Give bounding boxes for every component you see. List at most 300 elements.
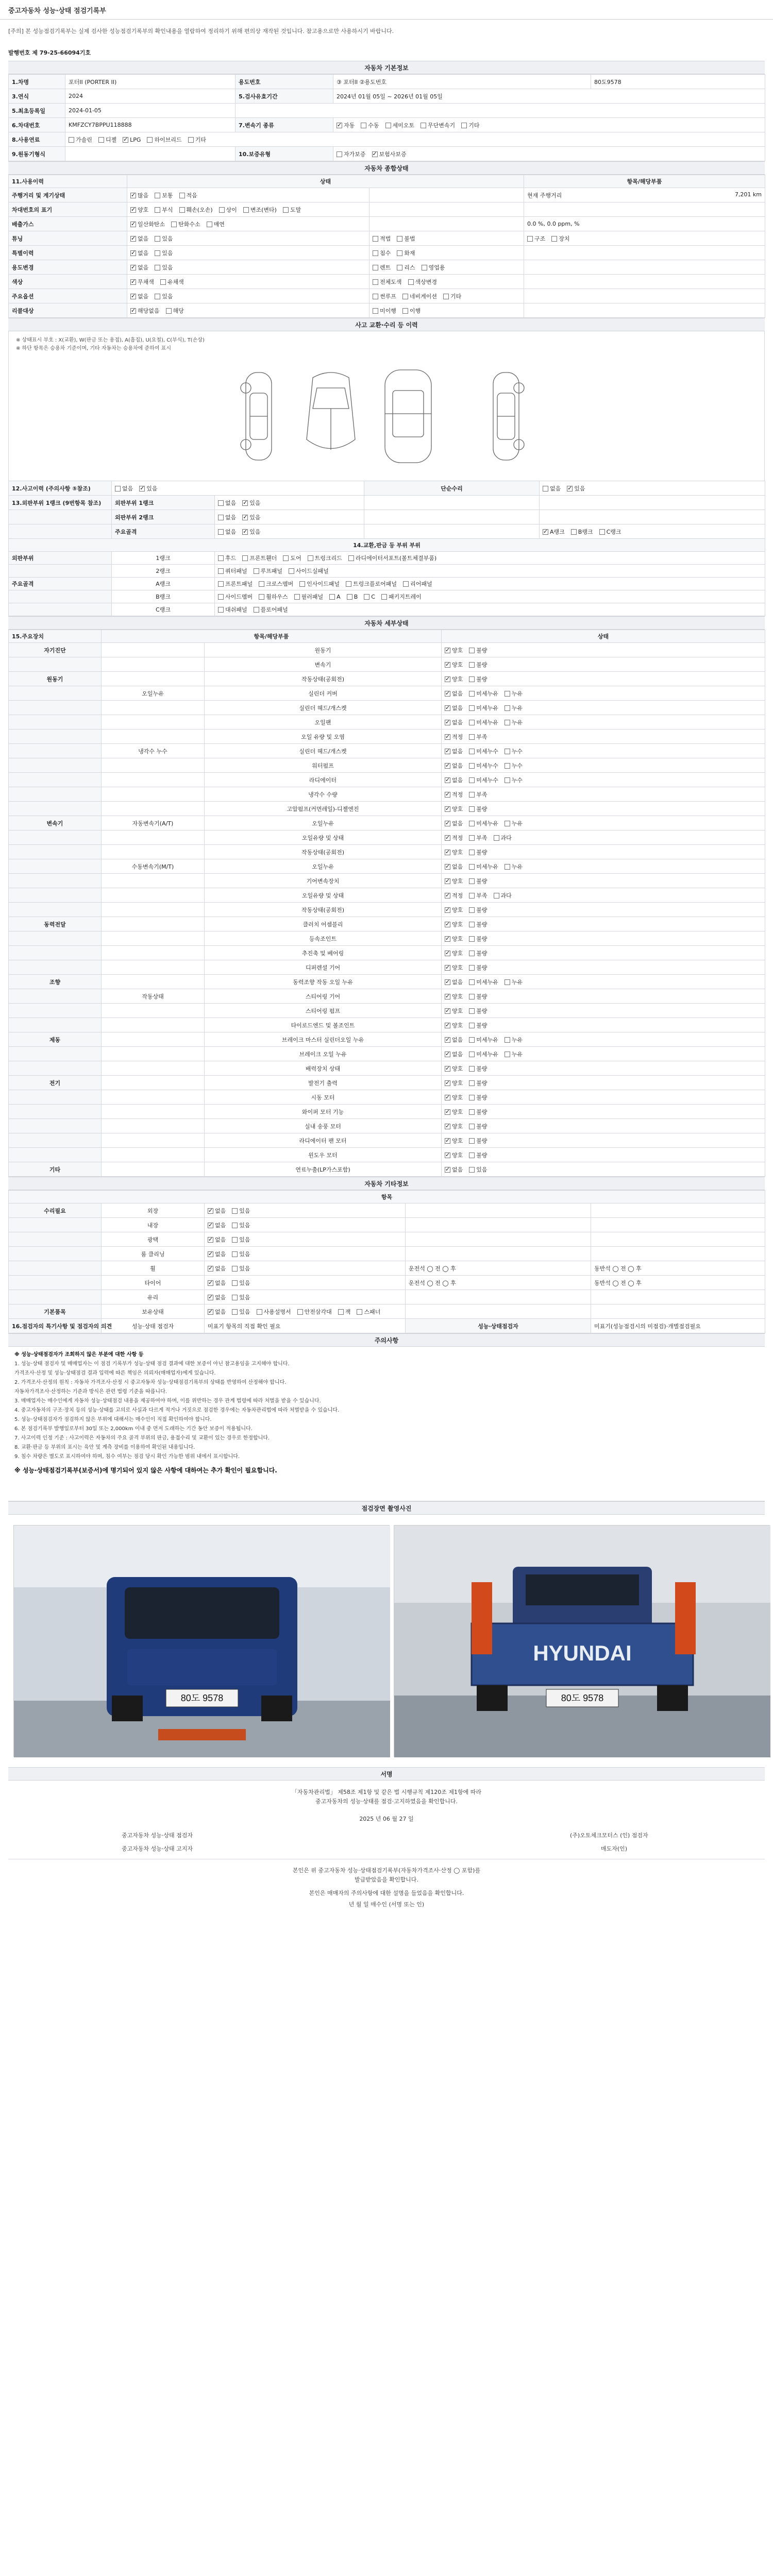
checkbox[interactable] <box>445 1109 450 1115</box>
checkbox[interactable] <box>469 965 475 971</box>
checkbox-option[interactable] <box>361 121 379 129</box>
checkbox-option[interactable] <box>469 718 498 726</box>
checkbox[interactable] <box>381 594 387 600</box>
checkbox[interactable] <box>469 1037 475 1043</box>
checkbox-option[interactable] <box>348 554 436 562</box>
checkbox[interactable] <box>283 207 289 213</box>
checkbox-option[interactable] <box>123 137 141 143</box>
checkbox-option[interactable] <box>208 1250 226 1258</box>
checkbox[interactable] <box>403 581 409 587</box>
checkbox[interactable] <box>505 1037 510 1043</box>
checkbox[interactable] <box>297 1309 303 1315</box>
checkbox[interactable] <box>469 850 475 855</box>
checkbox-option[interactable] <box>469 1165 487 1174</box>
checkbox[interactable] <box>130 265 136 270</box>
checkbox-option[interactable] <box>505 862 523 871</box>
checkbox-option[interactable] <box>294 592 324 601</box>
checkbox[interactable] <box>445 1095 450 1100</box>
checkbox[interactable] <box>338 1309 344 1315</box>
checkbox[interactable] <box>469 1023 475 1028</box>
checkbox[interactable] <box>469 1066 475 1072</box>
checkbox[interactable] <box>208 1208 213 1214</box>
checkbox-option[interactable] <box>208 1264 226 1273</box>
checkbox-option[interactable] <box>445 949 463 957</box>
checkbox[interactable] <box>373 236 378 242</box>
checkbox-option[interactable] <box>469 776 498 784</box>
checkbox-option[interactable] <box>469 1151 487 1159</box>
checkbox-option[interactable] <box>232 1221 250 1229</box>
checkbox-option[interactable] <box>505 761 523 770</box>
checkbox[interactable] <box>469 907 475 913</box>
checkbox[interactable] <box>254 568 259 574</box>
checkbox-option[interactable] <box>469 963 487 972</box>
checkbox[interactable] <box>373 279 378 285</box>
checkbox[interactable] <box>445 676 450 682</box>
checkbox[interactable] <box>445 936 450 942</box>
checkbox[interactable] <box>469 792 475 798</box>
checkbox[interactable] <box>445 720 450 725</box>
checkbox-option[interactable] <box>242 513 260 521</box>
checkbox-option[interactable] <box>408 278 438 286</box>
checkbox[interactable] <box>69 137 74 143</box>
checkbox[interactable] <box>445 749 450 754</box>
checkbox-option[interactable] <box>445 1064 463 1073</box>
checkbox-option[interactable] <box>445 1137 463 1145</box>
checkbox[interactable] <box>469 1109 475 1115</box>
checkbox[interactable] <box>551 236 557 242</box>
checkbox[interactable] <box>402 294 408 299</box>
checkbox-option[interactable] <box>469 805 487 813</box>
checkbox-option[interactable] <box>469 704 498 712</box>
checkbox-option[interactable] <box>338 1308 351 1316</box>
checkbox[interactable] <box>445 1080 450 1086</box>
checkbox-option[interactable] <box>469 834 487 842</box>
checkbox[interactable] <box>218 594 224 600</box>
checkbox[interactable] <box>208 1266 213 1272</box>
checkbox-option[interactable] <box>469 1108 487 1116</box>
checkbox-option[interactable] <box>207 220 225 228</box>
checkbox-option[interactable] <box>297 1308 332 1316</box>
checkbox[interactable] <box>232 1295 238 1300</box>
checkbox[interactable] <box>147 137 153 143</box>
checkbox[interactable] <box>469 835 475 841</box>
checkbox[interactable] <box>155 207 160 213</box>
checkbox[interactable] <box>567 486 573 492</box>
checkbox[interactable] <box>130 308 136 314</box>
checkbox[interactable] <box>469 1153 475 1158</box>
checkbox[interactable] <box>445 763 450 769</box>
checkbox-option[interactable] <box>364 594 375 600</box>
checkbox-option[interactable] <box>469 646 487 654</box>
checkbox-option[interactable] <box>469 992 487 1001</box>
checkbox-option[interactable] <box>445 1122 463 1130</box>
checkbox[interactable] <box>469 662 475 668</box>
checkbox[interactable] <box>347 594 352 600</box>
checkbox[interactable] <box>242 555 248 561</box>
checkbox-option[interactable] <box>567 484 585 493</box>
checkbox-option[interactable] <box>403 580 432 588</box>
checkbox[interactable] <box>242 529 248 535</box>
checkbox-option[interactable] <box>155 263 173 272</box>
checkbox[interactable] <box>130 207 136 213</box>
checkbox[interactable] <box>599 529 605 535</box>
checkbox-option[interactable] <box>469 877 487 885</box>
checkbox[interactable] <box>243 207 249 213</box>
checkbox-option[interactable] <box>445 834 463 842</box>
checkbox[interactable] <box>242 515 248 520</box>
checkbox-option[interactable] <box>337 150 366 158</box>
checkbox[interactable] <box>469 994 475 999</box>
checkbox-option[interactable] <box>445 963 463 972</box>
checkbox-option[interactable] <box>329 594 341 600</box>
checkbox[interactable] <box>397 265 402 270</box>
checkbox[interactable] <box>494 893 499 899</box>
checkbox-option[interactable] <box>445 1007 463 1015</box>
checkbox[interactable] <box>543 529 548 535</box>
checkbox[interactable] <box>397 236 402 242</box>
checkbox-option[interactable] <box>469 1137 487 1145</box>
checkbox[interactable] <box>445 1153 450 1158</box>
checkbox[interactable] <box>421 123 426 128</box>
checkbox-option[interactable] <box>443 292 461 300</box>
checkbox-option[interactable] <box>208 1221 226 1229</box>
checkbox-option[interactable] <box>445 1050 463 1058</box>
checkbox[interactable] <box>259 594 264 600</box>
checkbox[interactable] <box>179 193 185 198</box>
checkbox[interactable] <box>445 878 450 884</box>
checkbox[interactable] <box>166 308 172 314</box>
checkbox[interactable] <box>208 1223 213 1228</box>
checkbox[interactable] <box>219 207 225 213</box>
checkbox-option[interactable] <box>402 292 437 300</box>
checkbox[interactable] <box>445 821 450 826</box>
checkbox-option[interactable] <box>445 1079 463 1087</box>
checkbox[interactable] <box>469 979 475 985</box>
checkbox[interactable] <box>299 581 305 587</box>
checkbox-option[interactable] <box>421 121 455 129</box>
checkbox[interactable] <box>505 1052 510 1057</box>
checkbox-option[interactable] <box>257 1308 291 1316</box>
checkbox-option[interactable] <box>299 580 340 588</box>
checkbox-option[interactable] <box>445 992 463 1001</box>
checkbox[interactable] <box>505 763 510 769</box>
checkbox-option[interactable] <box>373 249 391 257</box>
checkbox-option[interactable] <box>402 307 421 315</box>
checkbox[interactable] <box>445 1167 450 1173</box>
checkbox[interactable] <box>373 294 378 299</box>
checkbox[interactable] <box>527 236 533 242</box>
checkbox[interactable] <box>445 734 450 740</box>
checkbox-option[interactable] <box>469 862 498 871</box>
checkbox-option[interactable] <box>469 1007 487 1015</box>
checkbox[interactable] <box>445 965 450 971</box>
checkbox[interactable] <box>337 151 342 157</box>
checkbox[interactable] <box>445 1052 450 1057</box>
checkbox[interactable] <box>208 1237 213 1243</box>
checkbox-option[interactable] <box>218 580 253 588</box>
checkbox-option[interactable] <box>283 554 301 562</box>
checkbox-option[interactable] <box>242 499 260 507</box>
checkbox[interactable] <box>445 850 450 855</box>
checkbox-option[interactable] <box>445 718 463 726</box>
checkbox[interactable] <box>469 893 475 899</box>
checkbox-option[interactable] <box>242 528 260 536</box>
checkbox-option[interactable] <box>155 206 173 214</box>
checkbox-option[interactable] <box>171 220 200 228</box>
checkbox-option[interactable] <box>347 594 358 600</box>
checkbox-option[interactable] <box>179 206 213 214</box>
checkbox-option[interactable] <box>373 278 402 286</box>
checkbox-option[interactable] <box>243 206 277 214</box>
checkbox[interactable] <box>130 236 136 242</box>
checkbox-option[interactable] <box>232 1207 250 1215</box>
checkbox[interactable] <box>208 1295 213 1300</box>
checkbox-option[interactable] <box>208 1235 226 1244</box>
checkbox-option[interactable] <box>232 1308 250 1316</box>
checkbox[interactable] <box>445 648 450 653</box>
checkbox[interactable] <box>445 662 450 668</box>
checkbox[interactable] <box>445 835 450 841</box>
checkbox-option[interactable] <box>130 234 148 243</box>
checkbox[interactable] <box>469 705 475 711</box>
checkbox[interactable] <box>469 1167 475 1173</box>
checkbox-option[interactable] <box>232 1279 250 1287</box>
checkbox-option[interactable] <box>445 891 463 900</box>
checkbox-option[interactable] <box>445 1093 463 1101</box>
checkbox-option[interactable] <box>469 1050 498 1058</box>
checkbox-option[interactable] <box>469 790 487 799</box>
checkbox-option[interactable] <box>155 249 173 257</box>
checkbox[interactable] <box>445 864 450 870</box>
checkbox[interactable] <box>155 236 160 242</box>
checkbox[interactable] <box>130 294 136 299</box>
checkbox[interactable] <box>232 1251 238 1257</box>
checkbox-option[interactable] <box>218 567 247 575</box>
checkbox[interactable] <box>155 250 160 256</box>
checkbox[interactable] <box>505 864 510 870</box>
checkbox-option[interactable] <box>218 499 236 507</box>
checkbox-option[interactable] <box>505 1050 523 1058</box>
checkbox-option[interactable] <box>232 1250 250 1258</box>
checkbox-option[interactable] <box>397 263 415 272</box>
checkbox-option[interactable] <box>445 906 463 914</box>
checkbox-option[interactable] <box>494 834 512 842</box>
checkbox-option[interactable] <box>208 1293 226 1301</box>
checkbox-option[interactable] <box>259 592 288 601</box>
checkbox[interactable] <box>208 1280 213 1286</box>
checkbox-option[interactable] <box>469 747 498 755</box>
checkbox[interactable] <box>445 1008 450 1014</box>
checkbox[interactable] <box>385 123 391 128</box>
checkbox[interactable] <box>218 607 224 613</box>
checkbox-option[interactable] <box>469 1122 487 1130</box>
checkbox-option[interactable] <box>232 1264 250 1273</box>
checkbox-option[interactable] <box>527 234 545 243</box>
checkbox[interactable] <box>445 705 450 711</box>
checkbox-option[interactable] <box>445 1151 463 1159</box>
checkbox[interactable] <box>469 821 475 826</box>
checkbox[interactable] <box>505 749 510 754</box>
checkbox[interactable] <box>130 279 136 285</box>
checkbox[interactable] <box>443 294 449 299</box>
checkbox[interactable] <box>329 594 335 600</box>
checkbox-option[interactable] <box>218 554 236 562</box>
checkbox[interactable] <box>469 806 475 812</box>
checkbox[interactable] <box>289 568 294 574</box>
checkbox[interactable] <box>543 486 548 492</box>
checkbox-option[interactable] <box>494 891 512 900</box>
checkbox-option[interactable] <box>469 675 487 683</box>
checkbox-option[interactable] <box>397 249 415 257</box>
checkbox-option[interactable] <box>505 718 523 726</box>
checkbox-option[interactable] <box>445 1036 463 1044</box>
checkbox-option[interactable] <box>208 1308 226 1316</box>
checkbox[interactable] <box>445 893 450 899</box>
checkbox[interactable] <box>505 777 510 783</box>
checkbox[interactable] <box>218 500 224 506</box>
checkbox-option[interactable] <box>155 292 173 300</box>
checkbox-option[interactable] <box>469 689 498 698</box>
checkbox-option[interactable] <box>469 660 487 669</box>
checkbox-option[interactable] <box>505 747 523 755</box>
checkbox-option[interactable] <box>155 191 173 199</box>
checkbox[interactable] <box>445 777 450 783</box>
checkbox[interactable] <box>337 123 342 128</box>
checkbox-option[interactable] <box>232 1235 250 1244</box>
checkbox-option[interactable] <box>445 704 463 712</box>
checkbox-option[interactable] <box>445 848 463 856</box>
checkbox-option[interactable] <box>115 484 133 493</box>
checkbox-option[interactable] <box>469 1036 498 1044</box>
checkbox-option[interactable] <box>505 1036 523 1044</box>
checkbox[interactable] <box>232 1266 238 1272</box>
checkbox[interactable] <box>232 1309 238 1315</box>
checkbox[interactable] <box>505 705 510 711</box>
checkbox-option[interactable] <box>505 689 523 698</box>
checkbox[interactable] <box>445 979 450 985</box>
checkbox[interactable] <box>130 222 136 227</box>
checkbox-option[interactable] <box>469 978 498 986</box>
checkbox-option[interactable] <box>283 206 301 214</box>
checkbox-option[interactable] <box>469 733 487 741</box>
checkbox-option[interactable] <box>69 135 92 144</box>
checkbox[interactable] <box>373 265 378 270</box>
checkbox-option[interactable] <box>373 307 396 315</box>
checkbox[interactable] <box>445 1066 450 1072</box>
checkbox[interactable] <box>115 486 121 492</box>
checkbox-option[interactable] <box>130 292 148 300</box>
checkbox[interactable] <box>257 1309 262 1315</box>
checkbox[interactable] <box>218 581 224 587</box>
checkbox[interactable] <box>469 864 475 870</box>
checkbox[interactable] <box>571 529 577 535</box>
checkbox[interactable] <box>469 1080 475 1086</box>
checkbox-option[interactable] <box>469 1064 487 1073</box>
checkbox[interactable] <box>373 250 378 256</box>
checkbox-option[interactable] <box>357 1308 380 1316</box>
checkbox-option[interactable] <box>422 263 445 272</box>
checkbox[interactable] <box>188 137 194 143</box>
checkbox[interactable] <box>469 878 475 884</box>
checkbox-option[interactable] <box>445 675 463 683</box>
checkbox-option[interactable] <box>179 191 197 199</box>
checkbox[interactable] <box>364 594 369 600</box>
checkbox[interactable] <box>123 137 128 143</box>
checkbox[interactable] <box>308 555 313 561</box>
checkbox[interactable] <box>232 1280 238 1286</box>
checkbox[interactable] <box>469 951 475 956</box>
checkbox[interactable] <box>397 250 402 256</box>
checkbox-option[interactable] <box>445 1021 463 1029</box>
checkbox-option[interactable] <box>543 528 565 536</box>
checkbox[interactable] <box>242 500 248 506</box>
checkbox[interactable] <box>469 936 475 942</box>
checkbox-option[interactable] <box>445 877 463 885</box>
checkbox[interactable] <box>218 555 224 561</box>
checkbox[interactable] <box>445 1124 450 1129</box>
checkbox[interactable] <box>445 1023 450 1028</box>
checkbox[interactable] <box>139 486 145 492</box>
checkbox-option[interactable] <box>242 554 277 562</box>
checkbox[interactable] <box>346 581 351 587</box>
checkbox[interactable] <box>155 294 160 299</box>
checkbox[interactable] <box>469 1008 475 1014</box>
checkbox[interactable] <box>445 1138 450 1144</box>
checkbox[interactable] <box>469 1124 475 1129</box>
checkbox[interactable] <box>155 265 160 270</box>
checkbox[interactable] <box>402 308 408 314</box>
checkbox-option[interactable] <box>445 747 463 755</box>
checkbox[interactable] <box>469 1095 475 1100</box>
checkbox-option[interactable] <box>599 528 621 536</box>
checkbox-option[interactable] <box>160 278 184 286</box>
checkbox-option[interactable] <box>551 234 569 243</box>
checkbox[interactable] <box>208 1309 213 1315</box>
checkbox[interactable] <box>254 607 259 613</box>
checkbox-option[interactable] <box>469 935 487 943</box>
checkbox[interactable] <box>207 222 212 227</box>
checkbox[interactable] <box>155 193 160 198</box>
checkbox-option[interactable] <box>445 978 463 986</box>
checkbox[interactable] <box>422 265 427 270</box>
checkbox-option[interactable] <box>166 307 184 315</box>
checkbox-option[interactable] <box>469 1079 487 1087</box>
checkbox-option[interactable] <box>469 949 487 957</box>
checkbox[interactable] <box>445 792 450 798</box>
checkbox-option[interactable] <box>469 906 487 914</box>
checkbox[interactable] <box>232 1223 238 1228</box>
checkbox[interactable] <box>469 691 475 697</box>
checkbox-option[interactable] <box>505 704 523 712</box>
checkbox-option[interactable] <box>445 805 463 813</box>
checkbox[interactable] <box>259 581 264 587</box>
checkbox-option[interactable] <box>373 263 391 272</box>
checkbox-option[interactable] <box>218 605 247 614</box>
checkbox-option[interactable] <box>445 819 463 827</box>
checkbox[interactable] <box>469 720 475 725</box>
checkbox-option[interactable] <box>98 135 116 144</box>
checkbox-option[interactable] <box>469 848 487 856</box>
checkbox-option[interactable] <box>130 220 165 228</box>
checkbox-option[interactable] <box>445 733 463 741</box>
checkbox[interactable] <box>218 568 224 574</box>
checkbox-option[interactable] <box>130 206 148 214</box>
checkbox-option[interactable] <box>469 819 498 827</box>
checkbox-option[interactable] <box>337 121 355 129</box>
checkbox-option[interactable] <box>130 191 148 199</box>
checkbox-option[interactable] <box>308 554 342 562</box>
checkbox[interactable] <box>505 821 510 826</box>
